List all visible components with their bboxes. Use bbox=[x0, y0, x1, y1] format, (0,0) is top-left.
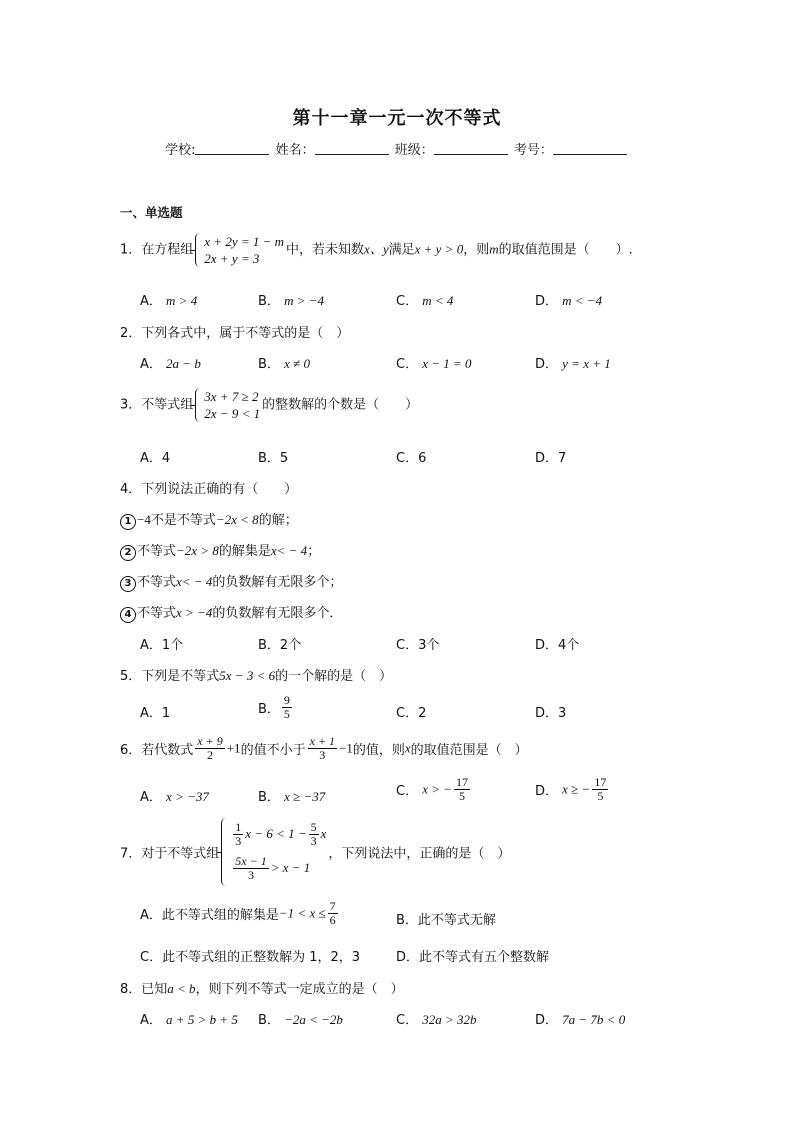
q8-option-c[interactable]: C． 32a > 32b bbox=[396, 1012, 477, 1028]
circled-number-3: 3 bbox=[120, 576, 136, 592]
q5-option-c[interactable]: C．2 bbox=[396, 706, 427, 721]
q7-inequality-system: $\frac{1}{3}$ x − 6 < 1 − $\frac{5}{3}$ x $\frac{5x - 1}{3}$ > x − 1 bbox=[221, 818, 326, 886]
q3-option-c[interactable]: C．6 bbox=[396, 451, 427, 466]
q3-eq1: 3x + 7 ≥ 2 bbox=[204, 389, 259, 404]
q8-option-d[interactable]: D． 7a − 7b < 0 bbox=[535, 1012, 626, 1028]
q5-option-d[interactable]: D．3 bbox=[535, 706, 567, 721]
question-2: 2．下列各式中，属于不等式的是（ ） bbox=[120, 326, 350, 341]
student-info-line bbox=[0, 139, 794, 158]
q1-mid2: 满足 bbox=[388, 242, 415, 258]
q4-statement-2: 2 不等式−2x > 8的解集是x< − 4； bbox=[120, 540, 320, 561]
q6-option-a[interactable]: A． x > −37 bbox=[140, 789, 209, 805]
q1-option-d[interactable]: D． m < −4 bbox=[535, 293, 603, 309]
q1-eq1: x + 2y = 1 − m bbox=[204, 234, 285, 249]
q6-option-c[interactable]: C． x > − $\frac{17}{5}$ bbox=[396, 775, 469, 803]
q3-prefix: 3．不等式组 bbox=[120, 397, 194, 413]
q7-option-d[interactable]: D．此不等式有五个整数解 bbox=[396, 950, 550, 965]
exam-no-label: 考号： bbox=[513, 143, 553, 158]
q1-eq2: 2x + y = 3 bbox=[204, 251, 260, 266]
q1-condition: x + y > 0 bbox=[414, 241, 464, 257]
q1-option-c[interactable]: C． m < 4 bbox=[396, 293, 454, 309]
section-heading: 一、单选题 bbox=[120, 205, 183, 220]
q7-option-c[interactable]: C．此不等式组的正整数解为 1，2，3 bbox=[140, 950, 361, 965]
q3-inequality-system bbox=[195, 388, 260, 422]
exam-no-blank[interactable] bbox=[553, 141, 627, 155]
question-6: 6．若代数式 $\frac{x + 9}{2}$ +1的值不小于 $\frac{x + 1}{3}$ −1的值，则x的取值范围是（ ） bbox=[120, 734, 528, 762]
class-label: 班级： bbox=[394, 143, 434, 158]
q3-option-b[interactable]: B．5 bbox=[258, 451, 289, 466]
q3-option-a[interactable]: A．4 bbox=[140, 451, 171, 466]
question-7: 7．对于不等式组 $\frac{1}{3}$ x − 6 < 1 − $\frac{5}{3}$ x $\frac{5x - 1}{3}$ > x − 1 ，下列说法中，正确的是（ ） bbox=[120, 818, 510, 886]
circled-number-2: 2 bbox=[120, 545, 136, 561]
q8-option-b[interactable]: B． −2a < −2b bbox=[258, 1012, 343, 1028]
q4-statement-3: 3 不等式x< − 4的负数解有无限多个； bbox=[120, 571, 342, 592]
q1-suffix: 的取值范围是（ ）. bbox=[498, 242, 633, 258]
circled-number-4: 4 bbox=[120, 607, 136, 623]
q2-option-d[interactable]: D． y = x + 1 bbox=[535, 356, 611, 372]
circled-number-1: 1 bbox=[120, 514, 136, 530]
name-blank[interactable] bbox=[315, 141, 389, 155]
q1-equation-system bbox=[195, 233, 284, 267]
q6-fraction-1: $\frac{x + 9}{2}$ bbox=[197, 734, 223, 762]
q6-option-b[interactable]: B． x ≥ −37 bbox=[258, 789, 326, 805]
q4-option-a[interactable]: A．1个 bbox=[140, 638, 184, 653]
q3-eq2: 2x − 9 < 1 bbox=[204, 406, 261, 421]
q1-option-b[interactable]: B． m > −4 bbox=[258, 293, 324, 309]
q2-option-c[interactable]: C． x − 1 = 0 bbox=[396, 356, 472, 372]
school-blank[interactable] bbox=[195, 141, 269, 155]
q6-fraction-2: $\frac{x + 1}{3}$ bbox=[309, 734, 336, 762]
question-4: 4．下列说法正确的有（ ） bbox=[120, 482, 298, 497]
q1-option-a[interactable]: A． m > 4 bbox=[140, 293, 198, 309]
q1-vars: x、y bbox=[364, 241, 389, 257]
question-8: 8．已知a < b，则下列不等式一定成立的是（ ） bbox=[120, 981, 404, 997]
q4-statement-4: 4 不等式x > −4的负数解有无限多个． bbox=[120, 602, 342, 623]
q5-fraction: $\frac{9}{5}$ bbox=[283, 693, 290, 721]
q1-mid3: ，则 bbox=[463, 242, 490, 258]
page-title: 第十一章一元一次不等式 bbox=[292, 108, 502, 129]
q8-option-a[interactable]: A． a + 5 > b + 5 bbox=[140, 1012, 238, 1028]
q7-option-b[interactable]: B．此不等式无解 bbox=[396, 913, 496, 928]
q2-option-a[interactable]: A． 2a − b bbox=[140, 356, 201, 372]
q5-option-b[interactable]: B． $\frac{9}{5}$ bbox=[258, 693, 290, 721]
question-1 bbox=[120, 233, 633, 267]
q3-suffix: 的整数解的个数是（ ） bbox=[262, 397, 419, 413]
q8-condition: a < b bbox=[167, 981, 196, 996]
q4-option-c[interactable]: C．3个 bbox=[396, 638, 440, 653]
q4-option-b[interactable]: B．2个 bbox=[258, 638, 302, 653]
q1-prefix: 1．在方程组 bbox=[120, 242, 194, 258]
q2-option-b[interactable]: B． x ≠ 0 bbox=[258, 356, 310, 372]
question-3 bbox=[120, 388, 418, 422]
class-blank[interactable] bbox=[434, 141, 508, 155]
q1-mid1: 中，若未知数 bbox=[286, 242, 365, 258]
question-5: 5．下列是不等式5x − 3 < 6的一个解的是（ ） bbox=[120, 668, 393, 684]
q5-option-a[interactable]: A．1 bbox=[140, 706, 171, 721]
q4-statement-1: 1 −4不是不等式−2x < 8的解； bbox=[120, 509, 298, 530]
q7-option-a[interactable]: A．此不等式组的解集是−1 < x ≤ $\frac{7}{6}$ bbox=[140, 899, 336, 927]
q4-option-d[interactable]: D．4个 bbox=[535, 638, 580, 653]
school-label: 学校: bbox=[165, 143, 196, 158]
q6-option-d[interactable]: D． x ≥ − $\frac{17}{5}$ bbox=[535, 775, 607, 803]
q5-inequality: 5x − 3 < 6 bbox=[219, 668, 276, 683]
q1-var-m: m bbox=[489, 241, 499, 257]
name-label: 姓名： bbox=[275, 143, 315, 158]
q3-option-d[interactable]: D．7 bbox=[535, 451, 567, 466]
